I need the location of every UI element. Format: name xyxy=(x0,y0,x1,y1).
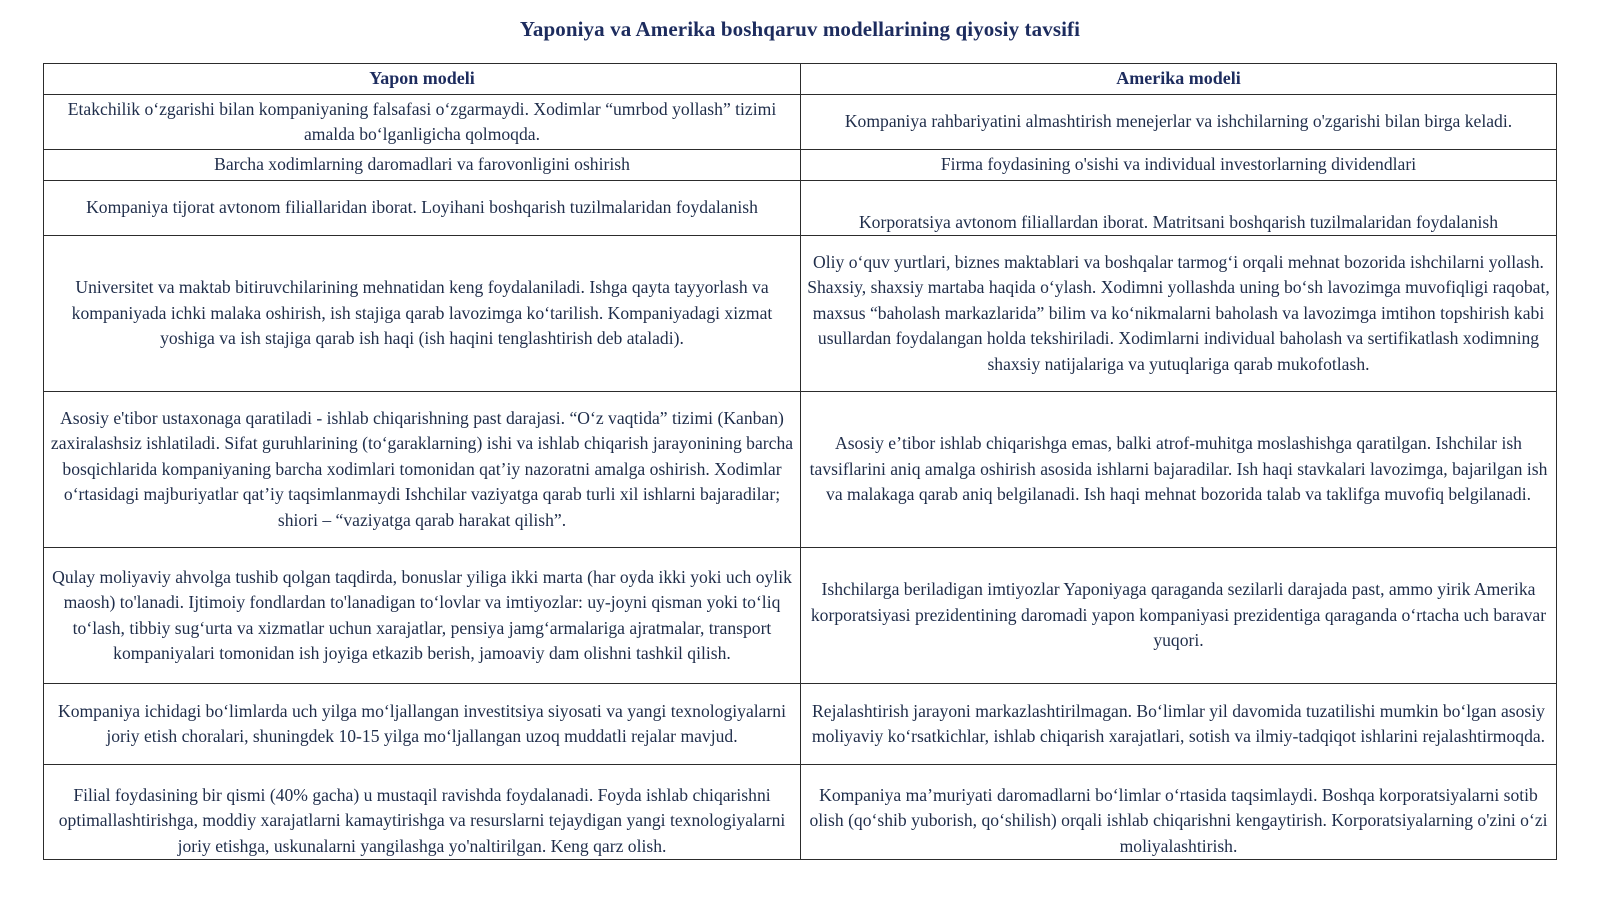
column-header-american-model: Amerika modeli xyxy=(801,64,1557,95)
table-cell-japanese: Etakchilik oʻzgarishi bilan kompaniyaning falsafasi oʻzgarmaydi. Xodimlar “umrbod yollash” tizimi amalda boʻlganligicha qolmoqda. xyxy=(44,95,801,150)
table-cell-japanese: Filial foydasining bir qismi (40% gacha) u mustaqil ravishda foydalanadi. Foyda ishlab chiqarishni optimallashtirishga, moddiy xarajatlarni kamaytirishga va resurslarni tejaydigan yangi texnologiyalarni joriy etishga, uskunalarni yangilashga yo'naltirilgan. Keng qarz olish. xyxy=(44,765,801,860)
table-row xyxy=(44,684,1557,765)
column-header-japanese-model: Yapon modeli xyxy=(44,64,801,95)
table-cell-japanese: Kompaniya tijorat avtonom filiallaridan iborat. Loyihani boshqarish tuzilmalaridan foydalanish xyxy=(44,181,801,236)
table-row xyxy=(44,181,1557,236)
table-row xyxy=(44,95,1557,150)
page-title: Yaponiya va Amerika boshqaruv modellarining qiyosiy tavsifi xyxy=(519,17,1081,41)
table-cell-japanese: Barcha xodimlarning daromadlari va farovonligini oshirish xyxy=(44,150,801,181)
table-row xyxy=(44,392,1557,548)
comparison-table xyxy=(43,63,1557,860)
table-row xyxy=(44,548,1557,684)
table-cell-japanese: Kompaniya ichidagi boʻlimlarda uch yilga moʻljallangan investitsiya siyosati va yangi texnologiyalarni joriy etish choralari, shuningdek 10-15 yilga moʻljallangan uzoq muddatli rejalar mavjud. xyxy=(44,684,801,765)
table-cell-american: Kompaniya rahbariyatini almashtirish menejerlar va ishchilarning o'zgarishi bilan birga keladi. xyxy=(801,95,1557,150)
table-row xyxy=(44,150,1557,181)
table-cell-american: Asosiy eʼtibor ishlab chiqarishga emas, balki atrof-muhitga moslashishga qaratilgan. Ishchilar ish tavsiflarini aniq amalga oshirish asosida ishlarni bajaradilar. Ish haqi stavkalari lavozimga, bajarilgan ish va malakaga qarab aniq belgilanadi. Ish haqi mehnat bozorida talab va taklifga muvofiq belgilanadi. xyxy=(801,392,1557,548)
table-header-row xyxy=(44,64,1557,95)
table-cell-japanese: Qulay moliyaviy ahvolga tushib qolgan taqdirda, bonuslar yiliga ikki marta (har oyda ikki yoki uch oylik maosh) to'lanadi. Ijtimoiy fondlardan to'lanadigan toʻlovlar va imtiyozlar: uy-joyni qisman yoki toʻliq toʻlash, tibbiy sugʻurta va xizmatlar uchun xarajatlar, pensiya jamgʻarmalariga ajratmalar, transport kompaniyalari tomonidan ish joyiga etkazib berish, jamoaviy dam olishni tashkil qilish. xyxy=(44,548,801,684)
table-cell-japanese: Universitet va maktab bitiruvchilarining mehnatidan keng foydalaniladi. Ishga qayta tayyorlash va kompaniyada ichki malaka oshirish, ish stajiga qarab lavozimga koʻtarilish. Kompaniyadagi xizmat yoshiga va ish stajiga qarab ish haqi (ish haqini tenglashtirish deb ataladi). xyxy=(44,236,801,392)
table-cell-american: Firma foydasining o'sishi va individual investorlarning dividendlari xyxy=(801,150,1557,181)
table-cell-american: Rejalashtirish jarayoni markazlashtirilmagan. Boʻlimlar yil davomida tuzatilishi mumkin boʻlgan asosiy moliyaviy koʻrsatkichlar, ishlab chiqarish xarajatlari, sotish va ilmiy-tadqiqot ishlarini rejalashtirmoqda. xyxy=(801,684,1557,765)
table-cell-japanese: Asosiy e'tibor ustaxonaga qaratiladi - ishlab chiqarishning past darajasi. “Oʻz vaqtida” tizimi (Kanban) zaxiralashsiz ishlatiladi. Sifat guruhlarining (toʻgaraklarning) ishi va ishlab chiqarish jarayonining barcha bosqichlarida kompaniyaning barcha xodimlari tomonidan qatʼiy nazoratni amalga oshirish. Xodimlar oʻrtasidagi majburiyatlar qatʼiy taqsimlanmaydi Ishchilar vaziyatga qarab turli xil ishlarni bajaradilar; shiori – “vaziyatga qarab harakat qilish”. xyxy=(44,392,801,548)
table-cell-american: Kompaniya maʼmuriyati daromadlarni boʻlimlar oʻrtasida taqsimlaydi. Boshqa korporatsiyalarni sotib olish (qoʻshib yuborish, qoʻshilish) orqali ishlab chiqarishni kengaytirish. Korporatsiyalarning o'zini oʻzi moliyalashtirish. xyxy=(801,765,1557,860)
table-row xyxy=(44,765,1557,860)
table-row xyxy=(44,236,1557,392)
table-cell-american: Oliy oʻquv yurtlari, biznes maktablari va boshqalar tarmogʻi orqali mehnat bozorida ishchilarni yollash. Shaxsiy, shaxsiy martaba haqida oʻylash. Xodimni yollashda uning boʻsh lavozimga muvofiqligi raqobat, maxsus “baholash markazlarida” bilim va koʻnikmalarni baholash va lavozimga imtihon topshirish kabi usullardan foydalangan holda tekshiriladi. Xodimlarni individual baholash va sertifikatlash xodimning shaxsiy natijalariga va yutuqlariga qarab mukofotlash. xyxy=(801,236,1557,392)
table-cell-american: Ishchilarga beriladigan imtiyozlar Yaponiyaga qaraganda sezilarli darajada past, ammo yirik Amerika korporatsiyasi prezidentining daromadi yapon kompaniyasi prezidentiga qaraganda oʻrtacha uch baravar yuqori. xyxy=(801,548,1557,684)
table-cell-american: Korporatsiya avtonom filiallardan iborat. Matritsani boshqarish tuzilmalaridan foydalanish xyxy=(801,181,1557,236)
